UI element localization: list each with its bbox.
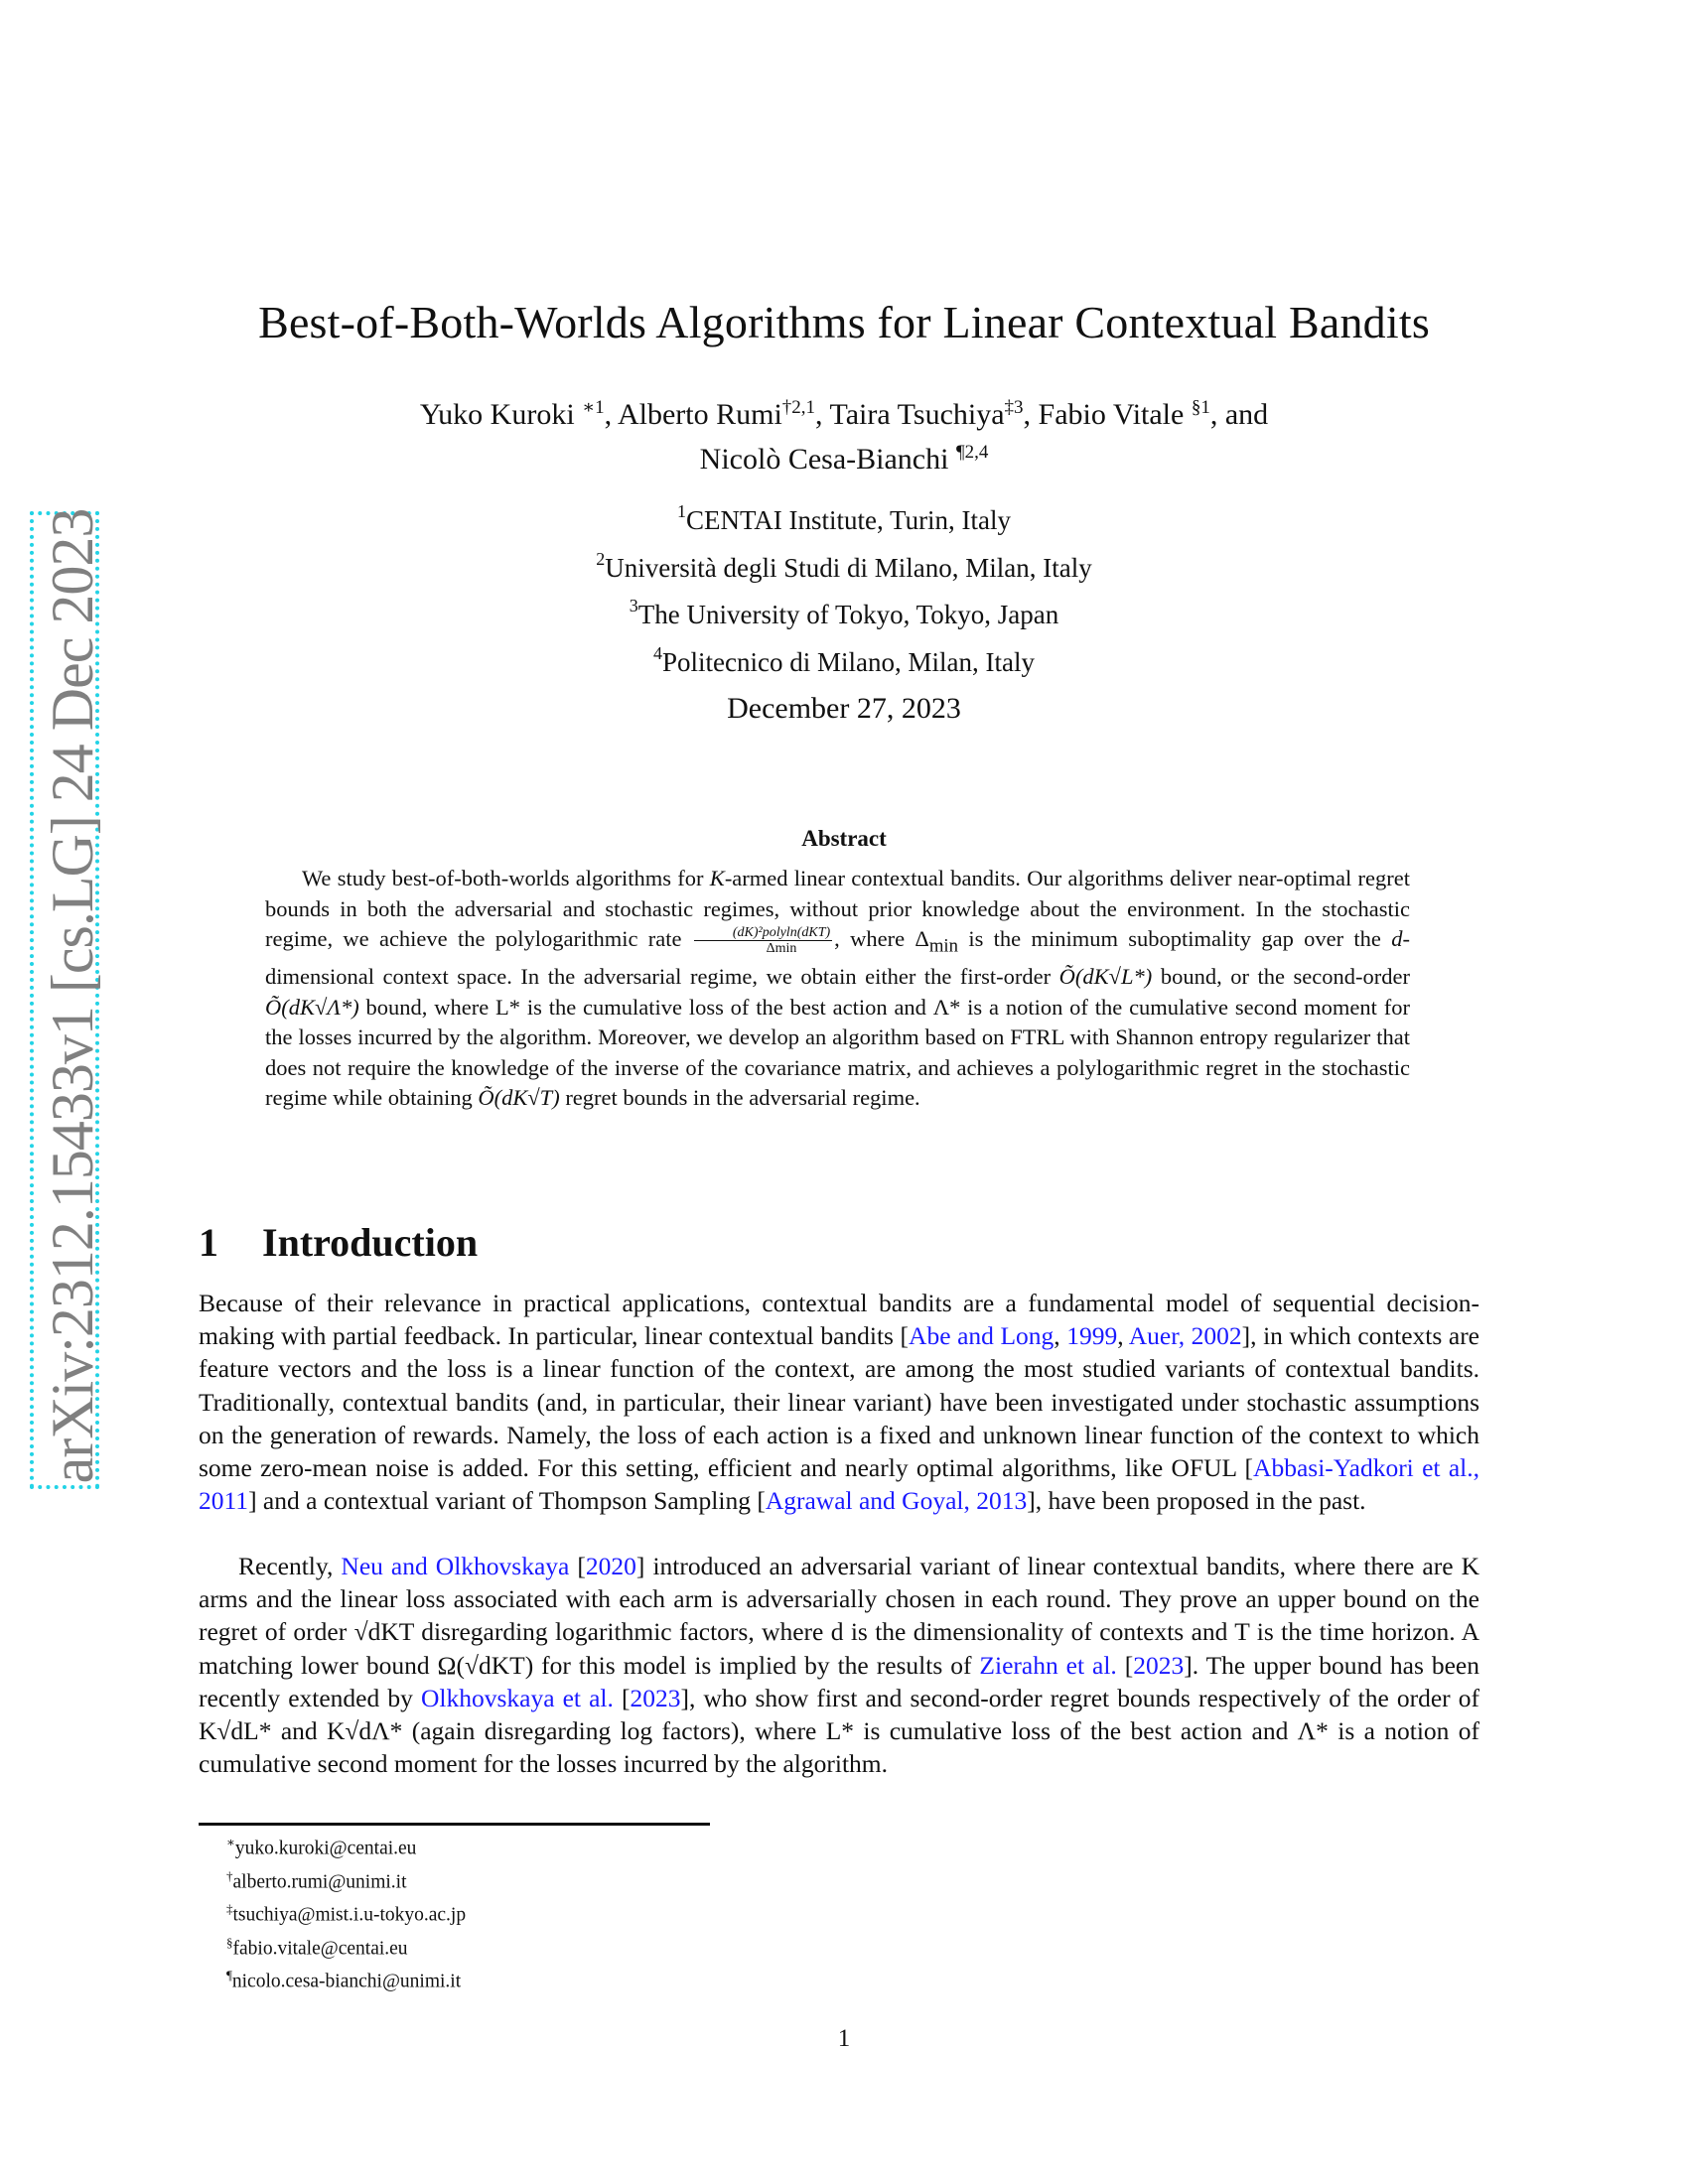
body-text: [ xyxy=(1116,1650,1134,1680)
paper-date: December 27, 2023 xyxy=(727,692,961,725)
author-mark: ∗1 xyxy=(582,397,605,418)
affiliation xyxy=(0,492,1688,540)
body-text: [ xyxy=(569,1552,586,1580)
author-name: Alberto Rumi xyxy=(617,398,782,431)
author-separator: , xyxy=(1023,398,1039,431)
intro-paragraph-2 xyxy=(199,1550,1479,1780)
fraction-numerator: (dK)²polyln(dKT) xyxy=(694,925,832,941)
math-inline: Õ(dK√Λ*) xyxy=(265,994,359,1020)
affiliation xyxy=(0,587,1688,634)
citation-link[interactable]: 2023 xyxy=(630,1683,681,1712)
footnote xyxy=(226,1962,466,1995)
affiliation-text: The University of Tokyo, Tokyo, Japan xyxy=(637,600,1059,629)
footnote-mark: ‡ xyxy=(226,1901,233,1916)
section-heading-introduction xyxy=(199,1219,478,1266)
author-mark: ¶2,4 xyxy=(955,442,989,463)
footnote xyxy=(226,1829,466,1862)
footnote-mark: † xyxy=(226,1867,233,1883)
affiliation-number: 3 xyxy=(629,596,638,615)
author-mark: ‡3 xyxy=(1004,397,1024,418)
abstract-text: -armed linear contextual bandits. Our algorithms deliver near-optimal regret bounds in both the adversarial and stochastic regimes, without prior knowledge about the environment. In the stochastic regime, we achieve the polylogarithmic rate xyxy=(265,866,1411,951)
footnote-email[interactable]: tsuchiya@mist.i.u-tokyo.ac.jp xyxy=(232,1904,467,1926)
affiliation-number: 2 xyxy=(596,548,606,569)
math-inline: Õ(dK√T) xyxy=(478,1085,560,1110)
author-name: Yuko Kuroki xyxy=(419,398,575,431)
paper-title: Best-of-Both-Worlds Algorithms for Linear Contextual Bandits xyxy=(258,297,1430,347)
citation-link[interactable]: Auer, 2002 xyxy=(1128,1321,1242,1351)
author-separator: , and xyxy=(1209,398,1269,431)
abstract-text: bound, or the second-order xyxy=(1152,964,1410,989)
body-text: ] and a contextual variant of Thompson Sampling [ xyxy=(248,1486,766,1516)
body-text: , xyxy=(1054,1321,1067,1351)
math-inline: Õ(dK√L*) xyxy=(1058,964,1153,989)
footnote-mark: § xyxy=(226,1934,233,1950)
page-number: 1 xyxy=(837,2025,851,2052)
citation-link[interactable]: 2020 xyxy=(585,1552,636,1580)
affiliation-text: Politecnico di Milano, Milan, Italy xyxy=(662,646,1035,677)
section-title: Introduction xyxy=(262,1220,479,1265)
author-mark: §1 xyxy=(1191,397,1210,418)
citation-link[interactable]: Neu and Olkhovskaya xyxy=(341,1552,570,1580)
citation-link[interactable]: Zierahn et al. xyxy=(979,1650,1117,1680)
body-text: ] introduced an adversarial variant of linear contextual bandits, where there are K arms and the linear loss associated with each arm is adversarially chosen in each round. They prove an upper bound on the regret of order √dKT disregarding logarithmic factors, where d is the dimensionality of contexts and T is the time horizon. A matching lower bound Ω(√dKT) for this model is implied by the results of xyxy=(199,1552,1479,1680)
affiliation xyxy=(0,634,1688,682)
footnote-divider xyxy=(199,1823,710,1826)
abstract-text: regret bounds in the adversarial regime. xyxy=(559,1085,920,1110)
author-name: Taira Tsuchiya xyxy=(829,398,1005,431)
author-name: Fabio Vitale xyxy=(1038,398,1185,431)
citation-link[interactable]: 1999 xyxy=(1066,1321,1118,1351)
footnote-email[interactable]: fabio.vitale@centai.eu xyxy=(232,1938,408,1959)
affiliation-number: 4 xyxy=(653,642,663,663)
intro-paragraph-1 xyxy=(199,1287,1479,1517)
author-mark: †2,1 xyxy=(781,397,816,418)
footnote-mark: ¶ xyxy=(226,1968,232,1982)
body-text: [ xyxy=(613,1683,631,1712)
abstract-text: bound, where L* is the cumulative loss of the best action and Λ* is a notion of the cumulative second moment for the losses incurred by the algorithm. Moreover, we develop an algorithm based on FTRL with Shannon entropy regularizer that does not require the knowledge of the inverse of the covariance matrix, and achieves a polylogarithmic regret in the stochastic regime while obtaining xyxy=(265,994,1410,1110)
citation-link[interactable]: Abe and Long xyxy=(909,1321,1055,1351)
body-text: Recently, xyxy=(238,1552,342,1580)
footnote xyxy=(226,1862,466,1896)
citation-link[interactable]: Olkhovskaya et al. xyxy=(420,1683,614,1712)
footnote xyxy=(226,1895,466,1929)
citation-link[interactable]: Abbasi-Yadkori et al., 2011 xyxy=(199,1453,1480,1516)
author-separator: , xyxy=(815,398,830,431)
math-inline: K xyxy=(709,866,725,890)
affiliation-text: Università degli Studi di Milano, Milan, Italy xyxy=(605,552,1092,583)
body-text: ], in which contexts are feature vectors and the loss is a linear function of the context, are among the most studied variants of contextual bandits. Traditionally, contextual bandits (and, in particular, their linear variant) have been investigated under stochastic assumptions on the generation of rewards. Namely, the loss of each action is a fixed and unknown linear function of the context to which some zero-mean noise is added. For this setting, efficient and nearly optimal algorithms, like OFUL [ xyxy=(199,1321,1480,1483)
footnote-mark: ∗ xyxy=(226,1835,235,1849)
footnote-email[interactable]: yuko.kuroki@centai.eu xyxy=(234,1838,417,1859)
abstract-heading: Abstract xyxy=(801,826,887,851)
affiliation-list xyxy=(0,492,1688,681)
author-name: Nicolò Cesa-Bianchi xyxy=(699,443,949,476)
citation-link[interactable]: 2023 xyxy=(1133,1650,1185,1680)
abstract-text: , where Δ xyxy=(834,926,929,951)
body-text: ], who show first and second-order regret bounds respectively of the order of K√dL* and K√dΛ* (again disregarding log factors), where L* is cumulative loss of the best action and Λ* is a notion of cumulative second moment for the losses incurred by the algorithm. xyxy=(199,1683,1479,1779)
abstract-text: is the minimum suboptimality gap over the xyxy=(958,926,1392,951)
section-number: 1 xyxy=(199,1220,218,1265)
body-text: ]. The upper bound has been recently extended by xyxy=(199,1650,1479,1712)
author-list xyxy=(0,389,1688,478)
footnote xyxy=(226,1929,466,1963)
abstract-text: We study best-of-both-worlds algorithms for xyxy=(302,866,710,890)
arxiv-stamp-text: arXiv:2312.15433v1 [cs.LG] 24 Dec 2023 xyxy=(39,508,105,1484)
math-fraction xyxy=(694,925,832,956)
affiliation-number: 1 xyxy=(676,501,686,521)
body-text: , xyxy=(1117,1321,1129,1351)
affiliation-text: CENTAI Institute, Turin, Italy xyxy=(685,505,1012,535)
fraction-denominator: Δmin xyxy=(766,941,797,957)
abstract-text: -dimensional context space. In the adversarial regime, we obtain either the first-order xyxy=(265,926,1410,989)
citation-link[interactable]: Agrawal and Goyal, 2013 xyxy=(765,1486,1028,1516)
body-text: ], have been proposed in the past. xyxy=(1027,1486,1366,1516)
body-text: Because of their relevance in practical applications, contextual bandits are a fundamental model of sequential decision-making with partial feedback. In particular, linear contextual bandits [ xyxy=(199,1289,1479,1351)
affiliation xyxy=(0,540,1688,588)
footnote-email[interactable]: nicolo.cesa-bianchi@unimi.it xyxy=(231,1971,462,1992)
abstract-body xyxy=(265,864,1410,1114)
author-separator: , xyxy=(604,398,618,431)
math-inline: d xyxy=(1391,926,1403,951)
footnote-email[interactable]: alberto.rumi@unimi.it xyxy=(232,1871,407,1892)
math-subscript: min xyxy=(928,935,959,957)
footnote-list xyxy=(226,1829,466,1995)
